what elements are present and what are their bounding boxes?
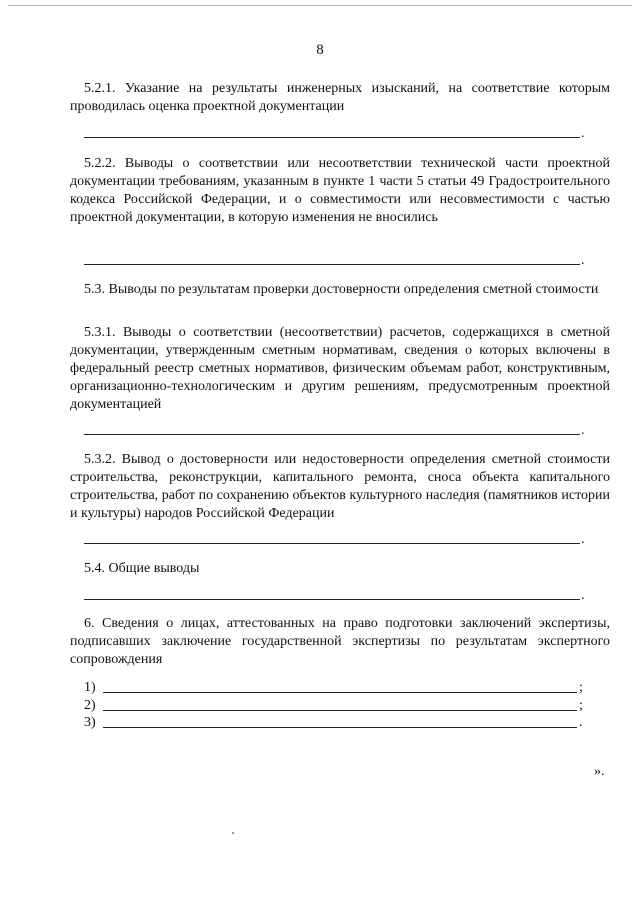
item-5-4: 5.4. Общие выводы (84, 561, 200, 576)
line-terminator: . (581, 126, 585, 141)
item-5-2-2: 5.2.2. Выводы о соответствии или несоответствии технической части проектной документации требованиям, указанным в пункте 1 части 5 статьи 49 Градостроительного кодекса Российской Федерации, и о совместимости или несовместимости с частью проектной документации, в которую изменения не вносились (70, 156, 610, 225)
signatory-terminator: ; (579, 680, 583, 695)
line-terminator: . (581, 588, 585, 603)
answer-line-5-4 (84, 599, 580, 600)
signatory-number: 2) (84, 698, 96, 713)
line-terminator: . (581, 532, 585, 547)
signatory-line (103, 727, 577, 728)
item-5-3-2: 5.3.2. Вывод о достоверности или недостоверности определения сметной стоимости строительства, реконструкции, капитального ремонта, сноса объекта капитального строительства, работ по сохранению объектов культурного наследия (памятников истории и культуры) народов Российской Федерации (70, 452, 610, 521)
signatory-terminator: . (579, 715, 583, 730)
line-terminator: . (581, 423, 585, 438)
line-terminator: . (581, 253, 585, 268)
answer-line-5-2-1 (84, 137, 580, 138)
signatory-terminator: ; (579, 698, 583, 713)
signatory-line (103, 710, 577, 711)
closing-quote: ». (594, 764, 605, 779)
scan-speck (232, 832, 234, 834)
item-5-3-1: 5.3.1. Выводы о соответствии (несоответствии) расчетов, содержащихся в сметной документации, утвержденным сметным нормативам, сведения о которых включены в федеральный реестр сметных нормативов, физическим объемам работ, конструктивным, организационно-технологическим и другим решениям, предусмотренным проектной документацией (70, 325, 610, 412)
page-number: 8 (316, 42, 324, 58)
signatory-line (103, 692, 577, 693)
item-5-2-1: 5.2.1. Указание на результаты инженерных изысканий, на соответствие которым проводилась оценка проектной документации (70, 81, 610, 114)
item-6: 6. Сведения о лицах, аттестованных на право подготовки заключений экспертизы, подписавших заключение государственной экспертизы по результатам экспертного сопровождения (70, 616, 610, 667)
item-5-3: 5.3. Выводы по результатам проверки достоверности определения сметной стоимости (84, 282, 599, 297)
signatory-number: 3) (84, 715, 96, 730)
answer-line-5-3-1 (84, 434, 580, 435)
signatory-number: 1) (84, 680, 96, 695)
answer-line-5-3-2 (84, 543, 580, 544)
answer-line-5-2-2 (84, 264, 580, 265)
top-border (8, 5, 632, 6)
